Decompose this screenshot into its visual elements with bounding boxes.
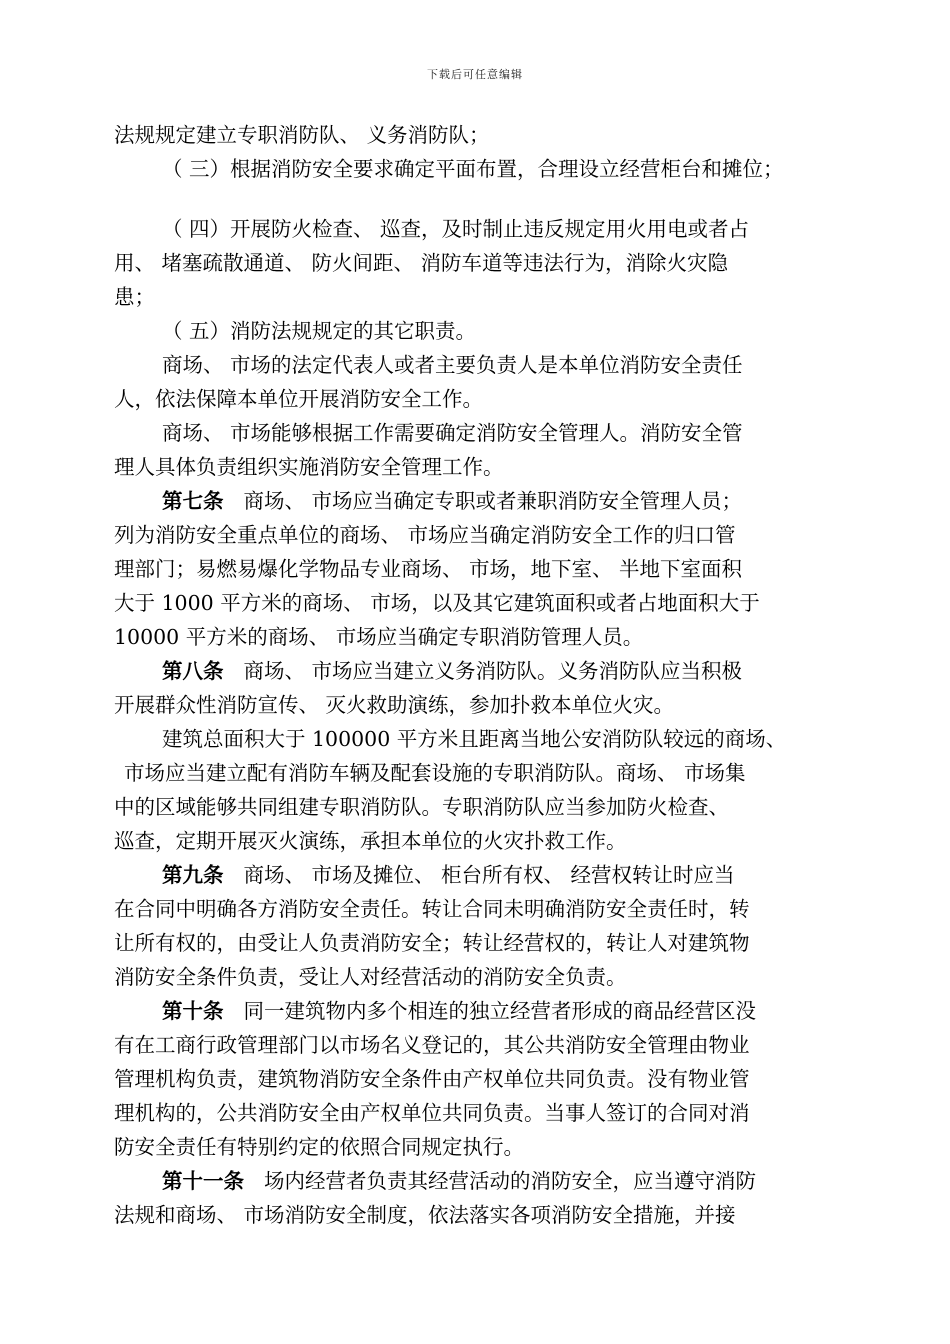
text-line: 法规和商场、 市场消防安全制度，依法落实各项消防安全措施，并接 — [114, 1203, 736, 1227]
text-line: 管理机构负责，建筑物消防安全条件由产权单位共同负责。没有物业管 — [114, 1067, 750, 1091]
text-line: 法规规定建立专职消防队、 义务消防队； — [114, 123, 490, 147]
article-10-heading: 第十条 — [162, 999, 224, 1023]
text-line: 中的区域能够共同组建专职消防队。专职消防队应当参加防火检查、 — [114, 795, 729, 819]
text-line: 商场、 市场的法定代表人或者主要负责人是本单位消防安全责任 — [162, 353, 743, 377]
text-line: 让所有权的，由受让人负责消防安全；转让经营权的，转让人对建筑物 — [114, 931, 750, 955]
text-line: 列为消防安全重点单位的商场、 市场应当确定消防安全工作的归口管 — [114, 523, 736, 547]
article-11-heading: 第十一条 — [162, 1169, 244, 1193]
text-line: 市场应当建立配有消防车辆及配套设施的专职消防队。商场、 市场集 — [124, 761, 746, 785]
text-line: 在合同中明确各方消防安全责任。转让合同未明确消防安全责任时，转 — [114, 897, 750, 921]
text-line: 理部门；易燃易爆化学物品专业商场、 市场，地下室、 半地下室面积 — [114, 557, 743, 581]
text-line: 商场、 市场能够根据工作需要确定消防安全管理人。消防安全管 — [162, 421, 743, 445]
article-10-line — [114, 994, 840, 1028]
text-line: 巡查，定期开展灭火演练，承担本单位的火灾扑救工作。 — [114, 829, 627, 853]
article-8-heading: 第八条 — [162, 659, 224, 683]
text-line: 理人具体负责组织实施消防安全管理工作。 — [114, 455, 504, 479]
text-line: 防安全责任有特别约定的依照合同规定执行。 — [114, 1135, 524, 1159]
article-7-line — [114, 484, 840, 518]
text-line: 有在工商行政管理部门以市场名义登记的，其公共消防安全管理由物业 — [114, 1033, 750, 1057]
article-9-text: 商场、 市场及摊位、 柜台所有权、 经营权转让时应当 — [243, 863, 735, 887]
text-line: 消防安全条件负责，受让人对经营活动的消防安全负责。 — [114, 965, 627, 989]
blank-gap — [114, 186, 840, 212]
text-line: 开展群众性消防宣传、 灭火救助演练，参加扑救本单位火灾。 — [114, 693, 675, 717]
article-8-text: 商场、 市场应当建立义务消防队。义务消防队应当积极 — [243, 659, 743, 683]
text-line: 患； — [114, 285, 155, 309]
text-line: 用、 堵塞疏散通道、 防火间距、 消防车道等违法行为，消除火灾隐 — [114, 251, 729, 275]
text-line: （ 三）根据消防安全要求确定平面布置，合理设立经营柜台和摊位； — [162, 157, 784, 181]
text-line: 理机构的，公共消防安全由产权单位共同负责。当事人签订的合同对消 — [114, 1101, 750, 1125]
text-line: 大于 1000 平方米的商场、 市场，以及其它建筑面积或者占地面积大于 — [114, 591, 760, 615]
article-11-text: 场内经营者负责其经营活动的消防安全，应当遵守消防 — [264, 1169, 756, 1193]
text-line: （ 五）消防法规规定的其它职责。 — [162, 319, 477, 343]
text-line: （ 四）开展防火检查、 巡查，及时制止违反规定用火用电或者占 — [162, 217, 750, 241]
article-10-text: 同一建筑物内多个相连的独立经营者形成的商品经营区没 — [243, 999, 756, 1023]
article-9-line — [114, 858, 840, 892]
article-9-heading: 第九条 — [162, 863, 224, 887]
page-header: 下载后可任意编辑 — [427, 68, 523, 81]
article-7-heading: 第七条 — [162, 489, 224, 513]
article-8-line — [114, 654, 840, 688]
document-body — [114, 118, 840, 1232]
article-7-text: 商场、 市场应当确定专职或者兼职消防安全管理人员； — [243, 489, 743, 513]
text-line: 建筑总面积大于 100000 平方米且距离当地公安消防队较远的商场、 — [162, 727, 787, 751]
article-11-line — [114, 1164, 840, 1198]
text-line: 10000 平方米的商场、 市场应当确定专职消防管理人员。 — [114, 625, 644, 649]
text-line: 人，依法保障本单位开展消防安全工作。 — [114, 387, 483, 411]
